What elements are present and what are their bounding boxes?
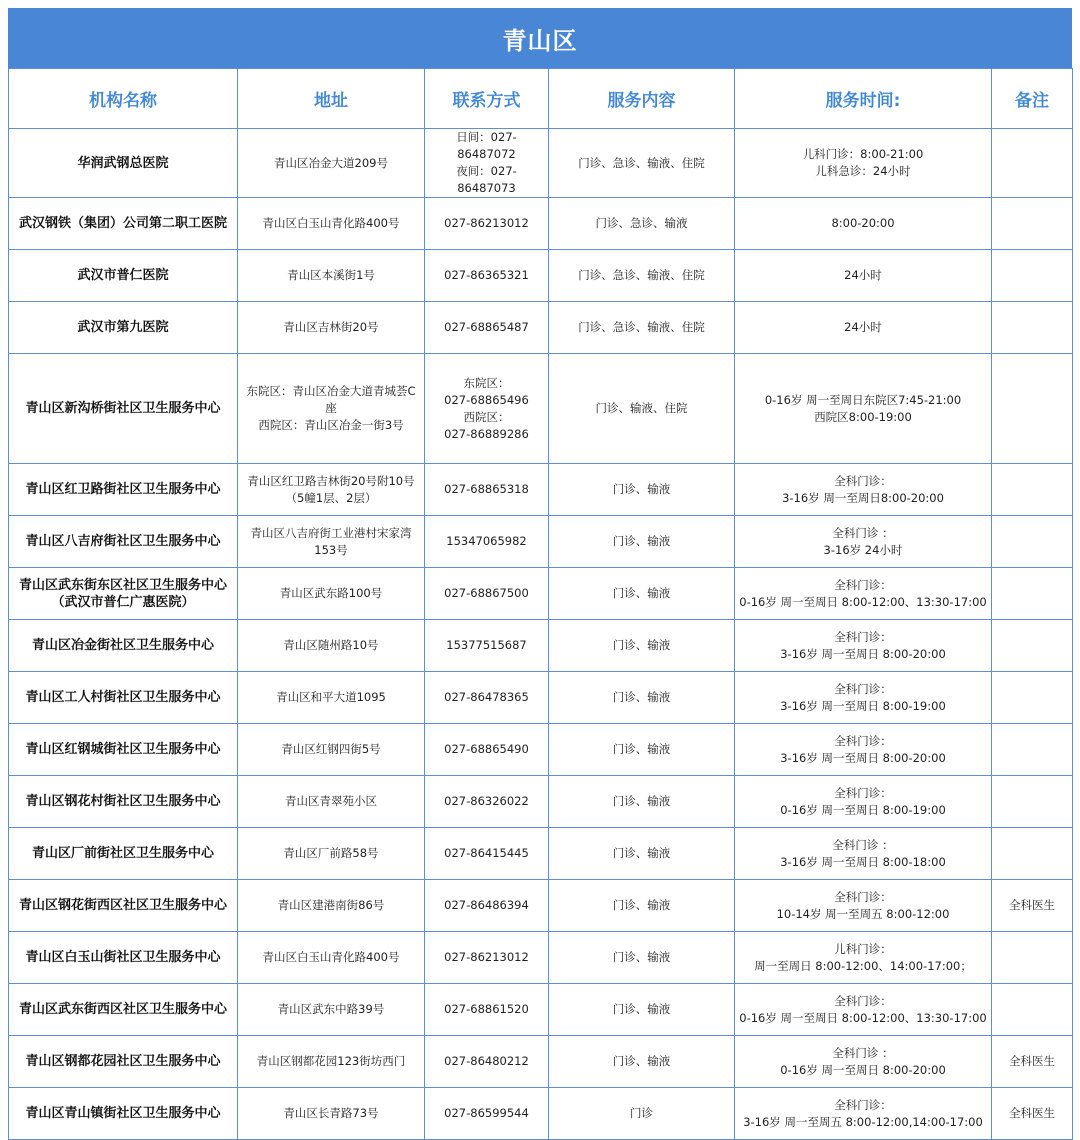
cell-address xyxy=(238,516,425,568)
cell-text-line: 全科门诊： xyxy=(834,473,892,488)
cell-text-line: 0-16岁 周一至周日 8:00-12:00、13:30-17:00 xyxy=(739,1010,987,1025)
cell-text-line: 153号 xyxy=(314,542,348,557)
cell-institution-name xyxy=(9,880,238,932)
cell-service-hours xyxy=(735,672,992,724)
cell-institution-name xyxy=(9,129,238,198)
cell-text-line: 门诊、输液 xyxy=(612,742,671,756)
cell-address xyxy=(238,464,425,516)
cell-text-line: 武汉市普仁医院 xyxy=(77,268,169,283)
cell-text-line: 027-86326022 xyxy=(444,794,529,808)
cell-institution-name xyxy=(9,984,238,1036)
cell-service-content xyxy=(549,568,735,620)
cell-service-hours xyxy=(735,568,992,620)
cell-text-line: 周一至周日 8:00-12:00、14:00-17:00； xyxy=(754,958,972,973)
cell-text-line: 东院区：青山区冶金大道青城荟C xyxy=(246,384,416,398)
cell-address xyxy=(238,984,425,1036)
cell-text-line: 青山区武东街东区社区卫生服务中心 xyxy=(18,577,227,593)
cell-text-line: 门诊、输液 xyxy=(612,1054,671,1068)
cell-text-line: 3-16岁 24小时 xyxy=(823,542,903,557)
cell-text-line: 0-16岁 周一至周日 8:00-19:00 xyxy=(780,802,946,817)
cell-address xyxy=(238,672,425,724)
cell-contact xyxy=(425,516,549,568)
cell-service-hours xyxy=(735,724,992,776)
cell-text-line: 青山区长青路73号 xyxy=(283,1106,379,1120)
cell-contact xyxy=(425,880,549,932)
cell-contact xyxy=(425,776,549,828)
cell-text-line: 青山区钢花街西区社区卫生服务中心 xyxy=(18,898,227,913)
cell-service-content xyxy=(549,724,735,776)
table-row xyxy=(9,302,1073,354)
cell-text-line: 全科门诊： xyxy=(834,577,892,592)
table-row xyxy=(9,250,1073,302)
cell-text-line: 华润武钢总医院 xyxy=(77,155,169,171)
header-notes: 备注 xyxy=(992,69,1073,129)
cell-service-hours xyxy=(735,828,992,880)
cell-text-line: 门诊、输液 xyxy=(612,534,671,548)
cell-text-line: 儿科门诊：8:00-21:00 xyxy=(802,147,924,161)
table-row xyxy=(9,568,1073,620)
cell-text-line: 027-86486394 xyxy=(444,898,529,912)
cell-service-hours xyxy=(735,250,992,302)
cell-contact xyxy=(425,129,549,198)
cell-notes xyxy=(992,198,1073,250)
cell-notes xyxy=(992,568,1073,620)
header-service-hours: 服务时间: xyxy=(735,69,992,129)
table-title: 青山区 xyxy=(8,8,1072,68)
cell-text-line: 儿科急诊：24小时 xyxy=(815,164,911,178)
cell-service-hours xyxy=(735,1036,992,1088)
cell-text-line: 027-68867500 xyxy=(444,586,529,600)
table-row xyxy=(9,1088,1073,1140)
cell-notes xyxy=(992,724,1073,776)
cell-text-line: 3-16岁 周一至周日8:00-20:00 xyxy=(782,490,944,505)
cell-text-line: 门诊、输液 xyxy=(612,1002,671,1016)
cell-contact xyxy=(425,672,549,724)
table-row xyxy=(9,354,1073,464)
cell-institution-name xyxy=(9,1088,238,1140)
cell-text-line: 青山区武东中路39号 xyxy=(277,1002,385,1016)
cell-institution-name xyxy=(9,620,238,672)
cell-text-line: 青山区八吉府街社区卫生服务中心 xyxy=(25,534,221,549)
cell-text-line: 青山区青翠苑小区 xyxy=(285,794,377,808)
cell-text-line: 全科门诊： xyxy=(834,681,892,696)
cell-notes xyxy=(992,620,1073,672)
cell-contact xyxy=(425,828,549,880)
cell-service-content xyxy=(549,984,735,1036)
cell-text-line: 0-16岁 周一至周日 8:00-12:00、13:30-17:00 xyxy=(739,594,987,609)
cell-text-line: 门诊、输液、住院 xyxy=(595,401,688,415)
cell-contact xyxy=(425,1036,549,1088)
cell-contact xyxy=(425,250,549,302)
cell-service-content xyxy=(549,880,735,932)
table-row xyxy=(9,672,1073,724)
cell-text-line: 西院区：青山区冶金一街3号 xyxy=(258,418,404,432)
cell-institution-name xyxy=(9,828,238,880)
header-contact: 联系方式 xyxy=(425,69,549,129)
cell-text-line: 3-16岁 周一至周日 8:00-18:00 xyxy=(780,854,946,869)
cell-text-line: 全科门诊： xyxy=(834,889,892,904)
cell-text-line: 3-16岁 周一至周日 8:00-19:00 xyxy=(780,698,946,713)
table-row xyxy=(9,828,1073,880)
cell-text-line: 青山区吉林街20号 xyxy=(283,320,379,334)
cell-address xyxy=(238,302,425,354)
cell-service-content xyxy=(549,516,735,568)
cell-text-line: 0-16岁 周一至周日 8:00-20:00 xyxy=(780,1062,946,1077)
header-institution-name: 机构名称 xyxy=(9,69,238,129)
cell-text-line: 东院区： xyxy=(463,375,510,390)
table-body xyxy=(9,129,1073,1140)
cell-institution-name xyxy=(9,464,238,516)
cell-address xyxy=(238,129,425,198)
cell-text-line: 027-86365321 xyxy=(444,268,529,282)
cell-text-line: 门诊、输液 xyxy=(612,898,671,912)
cell-text-line: 夜间：027-86487073 xyxy=(456,164,517,195)
cell-institution-name xyxy=(9,776,238,828)
cell-text-line: 门诊、输液 xyxy=(612,690,671,704)
cell-service-hours xyxy=(735,880,992,932)
cell-contact xyxy=(425,932,549,984)
cell-text-line: 武汉市第九医院 xyxy=(77,320,169,335)
cell-institution-name xyxy=(9,672,238,724)
cell-text-line: 青山区冶金大道209号 xyxy=(274,155,388,170)
cell-text-line: 门诊、急诊、输液、住院 xyxy=(578,155,705,170)
cell-address xyxy=(238,880,425,932)
cell-service-hours xyxy=(735,1088,992,1140)
cell-text-line: 全科门诊： xyxy=(834,993,892,1008)
cell-text-line: 门诊、输液 xyxy=(612,794,671,808)
cell-institution-name xyxy=(9,724,238,776)
cell-text-line: （5幢1层、2层） xyxy=(285,490,377,505)
cell-notes: 全科医生 xyxy=(992,1088,1073,1140)
facility-table-container xyxy=(8,8,1072,1140)
cell-text-line: 青山区钢都花园社区卫生服务中心 xyxy=(25,1054,221,1069)
cell-institution-name xyxy=(9,568,238,620)
cell-service-hours xyxy=(735,984,992,1036)
cell-text-line: 3-16岁 周一至周日 8:00-20:00 xyxy=(780,646,946,661)
cell-text-line: 027-86213012 xyxy=(444,216,529,230)
cell-text-line: 青山区钢都花园123街坊西门 xyxy=(256,1054,406,1068)
cell-service-hours xyxy=(735,516,992,568)
cell-text-line: 青山区厂前路58号 xyxy=(283,846,379,860)
cell-text-line: 门诊、输液 xyxy=(612,950,671,964)
cell-text-line: 青山区新沟桥街社区卫生服务中心 xyxy=(25,401,221,416)
cell-contact xyxy=(425,984,549,1036)
table-row xyxy=(9,464,1073,516)
cell-text-line: （武汉市普仁广惠医院） xyxy=(51,594,195,610)
cell-text-line: 青山区白玉山青化路400号 xyxy=(262,950,400,964)
cell-contact xyxy=(425,620,549,672)
cell-text-line: 门诊、急诊、输液、住院 xyxy=(578,320,705,334)
cell-contact xyxy=(425,198,549,250)
cell-service-hours xyxy=(735,932,992,984)
cell-notes xyxy=(992,932,1073,984)
cell-contact xyxy=(425,568,549,620)
cell-contact xyxy=(425,354,549,464)
cell-address xyxy=(238,1088,425,1140)
cell-text-line: 青山区冶金街社区卫生服务中心 xyxy=(31,638,214,653)
cell-service-hours xyxy=(735,302,992,354)
cell-text-line: 027-86599544 xyxy=(444,1106,529,1120)
cell-notes xyxy=(992,464,1073,516)
cell-text-line: 青山区青山镇街社区卫生服务中心 xyxy=(25,1106,221,1121)
table-row xyxy=(9,516,1073,568)
cell-text-line: 3-16岁 周一至周五 8:00-12:00,14:00-17:00 xyxy=(743,1114,983,1129)
cell-service-content xyxy=(549,464,735,516)
cell-text-line: 青山区工人村街社区卫生服务中心 xyxy=(25,690,221,705)
cell-address xyxy=(238,776,425,828)
cell-service-content xyxy=(549,1036,735,1088)
cell-notes xyxy=(992,302,1073,354)
cell-notes xyxy=(992,776,1073,828)
cell-service-hours xyxy=(735,776,992,828)
cell-service-content xyxy=(549,198,735,250)
cell-notes xyxy=(992,672,1073,724)
cell-service-content xyxy=(549,1088,735,1140)
cell-text-line: 门诊 xyxy=(630,1106,653,1120)
cell-text-line: 全科门诊 ： xyxy=(832,1045,894,1060)
cell-institution-name xyxy=(9,302,238,354)
cell-text-line: 青山区红卫路街社区卫生服务中心 xyxy=(25,482,221,497)
cell-text-line: 儿科门诊： xyxy=(834,941,892,956)
cell-address xyxy=(238,620,425,672)
cell-text-line: 027-68865318 xyxy=(444,482,529,496)
cell-service-content xyxy=(549,932,735,984)
table-row xyxy=(9,776,1073,828)
cell-notes xyxy=(992,984,1073,1036)
cell-text-line: 全科门诊 ： xyxy=(832,837,894,852)
cell-address xyxy=(238,250,425,302)
cell-service-content xyxy=(549,129,735,198)
table-row xyxy=(9,880,1073,932)
cell-text-line: 青山区建港南街86号 xyxy=(277,898,385,912)
header-row xyxy=(9,69,1073,129)
cell-service-content xyxy=(549,672,735,724)
cell-text-line: 青山区八吉府街工业港村宋家湾 xyxy=(250,525,412,540)
cell-address xyxy=(238,1036,425,1088)
cell-text-line: 全科门诊： xyxy=(834,1097,892,1112)
table-row xyxy=(9,129,1073,198)
cell-text-line: 8:00-20:00 xyxy=(831,216,895,230)
cell-text-line: 青山区武东街西区社区卫生服务中心 xyxy=(18,1002,227,1017)
header-address: 地址 xyxy=(238,69,425,129)
cell-text-line: 门诊、输液 xyxy=(612,586,671,600)
cell-contact xyxy=(425,302,549,354)
header-service-content: 服务内容 xyxy=(549,69,735,129)
cell-text-line: 青山区本溪街1号 xyxy=(287,268,375,282)
cell-notes xyxy=(992,250,1073,302)
cell-text-line: 门诊、急诊、输液、住院 xyxy=(578,268,705,282)
cell-text-line: 门诊、输液 xyxy=(612,638,671,652)
table-row xyxy=(9,198,1073,250)
cell-text-line: 027-86213012 xyxy=(444,950,529,964)
cell-text-line: 西院区8:00-19:00 xyxy=(814,409,912,424)
cell-notes xyxy=(992,129,1073,198)
cell-text-line: 青山区红卫路吉林街20号附10号 xyxy=(247,473,415,488)
cell-text-line: 027-68865487 xyxy=(444,320,529,334)
cell-text-line: 门诊、输液 xyxy=(612,482,671,496)
cell-text-line: 青山区白玉山青化路400号 xyxy=(262,216,400,230)
cell-text-line: 24小时 xyxy=(844,268,882,282)
cell-text-line: 027-68861520 xyxy=(444,1002,529,1016)
cell-notes xyxy=(992,354,1073,464)
cell-text-line: 10-14岁 周一至周五 8:00-12:00 xyxy=(776,906,950,921)
cell-text-line: 027-86478365 xyxy=(444,690,529,704)
cell-service-content xyxy=(549,620,735,672)
cell-text-line: 青山区红钢四街5号 xyxy=(281,742,381,756)
cell-text-line: 15347065982 xyxy=(446,534,527,548)
cell-text-line: 0-16岁 周一至周日东院区7:45-21:00 xyxy=(764,392,962,407)
cell-text-line: 3-16岁 周一至周日 8:00-20:00 xyxy=(780,750,946,765)
table-row xyxy=(9,984,1073,1036)
cell-text-line: 全科门诊： xyxy=(834,629,892,644)
cell-address xyxy=(238,198,425,250)
cell-address xyxy=(238,724,425,776)
cell-text-line: 027-68865496 xyxy=(444,392,529,407)
cell-institution-name xyxy=(9,932,238,984)
table-row xyxy=(9,620,1073,672)
cell-contact xyxy=(425,724,549,776)
cell-notes: 全科医生 xyxy=(992,1036,1073,1088)
cell-notes: 全科医生 xyxy=(992,880,1073,932)
cell-text-line: 027-86415445 xyxy=(444,846,529,860)
cell-text-line: 日间：027-86487072 xyxy=(456,130,517,161)
cell-text-line: 门诊、输液 xyxy=(612,846,671,860)
cell-institution-name xyxy=(9,516,238,568)
cell-service-content xyxy=(549,302,735,354)
cell-text-line: 全科门诊： xyxy=(834,785,892,800)
cell-text-line: 027-68865490 xyxy=(444,742,529,756)
cell-text-line: 青山区白玉山街社区卫生服务中心 xyxy=(25,950,221,965)
cell-text-line: 西院区： xyxy=(463,409,510,424)
cell-text-line: 15377515687 xyxy=(446,638,527,652)
cell-notes xyxy=(992,828,1073,880)
cell-address xyxy=(238,932,425,984)
cell-text-line: 027-86480212 xyxy=(444,1054,529,1068)
cell-contact xyxy=(425,464,549,516)
cell-address xyxy=(238,354,425,464)
cell-text-line: 青山区厂前街社区卫生服务中心 xyxy=(31,846,214,861)
cell-service-hours xyxy=(735,198,992,250)
cell-text-line: 青山区红钢城街社区卫生服务中心 xyxy=(25,742,221,757)
cell-service-hours xyxy=(735,129,992,198)
cell-text-line: 青山区钢花村街社区卫生服务中心 xyxy=(25,794,221,809)
cell-address xyxy=(238,568,425,620)
cell-text-line: 027-86889286 xyxy=(444,426,529,441)
table-row xyxy=(9,1036,1073,1088)
cell-service-hours xyxy=(735,464,992,516)
cell-address xyxy=(238,828,425,880)
cell-text-line: 24小时 xyxy=(844,320,882,334)
cell-text-line: 座 xyxy=(325,401,337,415)
cell-text-line: 全科门诊： xyxy=(834,733,892,748)
cell-service-content xyxy=(549,250,735,302)
cell-service-content xyxy=(549,354,735,464)
cell-institution-name xyxy=(9,354,238,464)
table-row xyxy=(9,932,1073,984)
cell-service-content xyxy=(549,828,735,880)
cell-text-line: 青山区和平大道1095 xyxy=(276,690,386,704)
facility-table xyxy=(8,68,1073,1140)
table-row xyxy=(9,724,1073,776)
cell-text-line: 全科门诊 ： xyxy=(832,525,894,540)
cell-service-hours xyxy=(735,620,992,672)
cell-contact xyxy=(425,1088,549,1140)
cell-institution-name xyxy=(9,250,238,302)
cell-institution-name xyxy=(9,1036,238,1088)
cell-text-line: 门诊、急诊、输液 xyxy=(595,216,688,230)
cell-text-line: 武汉钢铁（集团）公司第二职工医院 xyxy=(18,216,227,231)
cell-service-content xyxy=(549,776,735,828)
cell-text-line: 青山区随州路10号 xyxy=(283,638,379,652)
cell-notes xyxy=(992,516,1073,568)
cell-text-line: 青山区武东路100号 xyxy=(279,586,383,600)
cell-service-hours xyxy=(735,354,992,464)
cell-institution-name xyxy=(9,198,238,250)
